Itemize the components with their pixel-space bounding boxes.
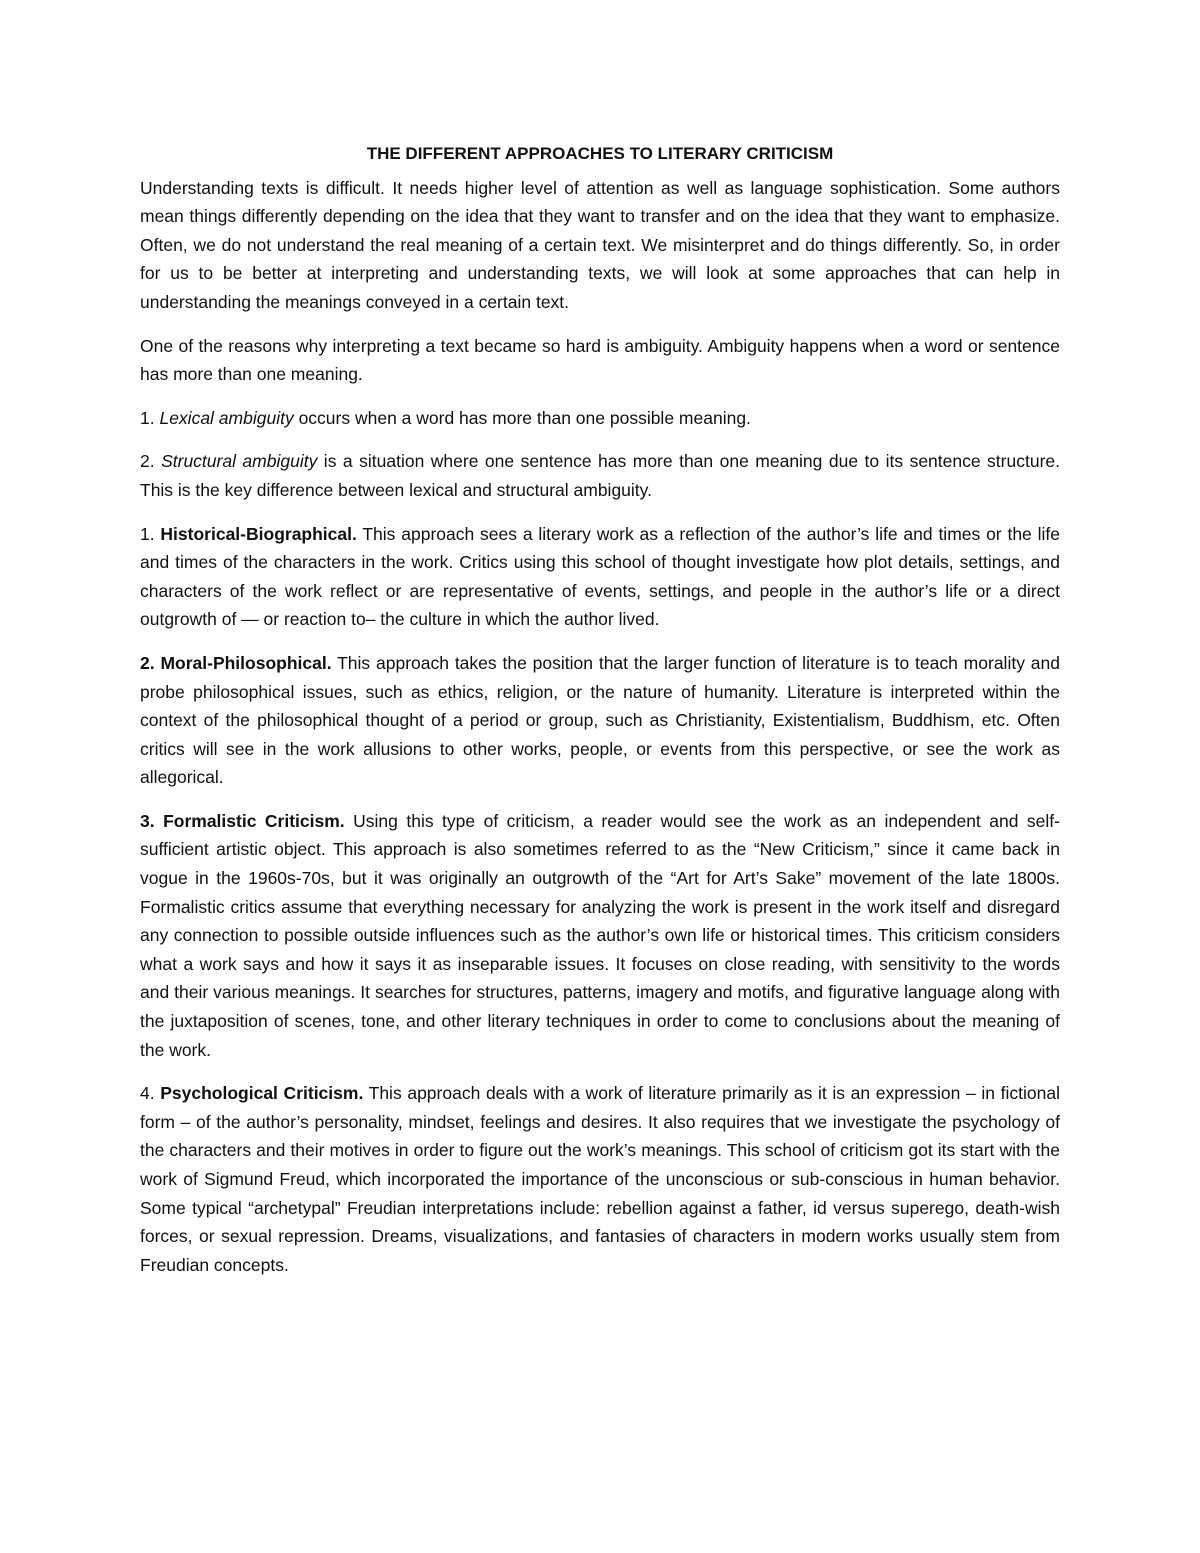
- item-term: Lexical ambiguity: [159, 407, 294, 428]
- intro-paragraph-1: Understanding texts is difficult. It needs higher level of attention as well as language sophistication. Some authors mean things differently depending on the idea that they want to transfer and on the idea that they want to emphasize. Often, we do not understand the real meaning of a certain text. We misinterpret and do things differently. So, in order for us to be better at interpreting and understanding texts, we will look at some approaches that can help in understanding the meanings conveyed in a certain text.: [140, 177, 1060, 312]
- ambiguity-item-lexical: [140, 404, 1060, 433]
- item-text: is a situation where one sentence has more than one meaning due to its sentence structure. This is the key difference between lexical and structural ambiguity.: [140, 451, 1060, 500]
- document-title: THE DIFFERENT APPROACHES TO LITERARY CRITICISM: [366, 144, 834, 163]
- approach-psychological: [140, 1079, 1060, 1279]
- approach-heading: Moral-Philosophical.: [160, 652, 332, 673]
- item-term: Structural ambiguity: [161, 451, 318, 472]
- approach-number: 4.: [140, 1083, 161, 1104]
- document-page: [140, 140, 1060, 1294]
- approach-heading: Formalistic Criticism.: [163, 810, 345, 831]
- ambiguity-item-structural: [140, 447, 1060, 504]
- approach-text: This approach deals with a work of literature primarily as it is an expression – in fictional form – of the author’s personality, mindset, feelings and desires. It also requires that we investigate the psychology of the characters and their motives in order to figure out the work’s meanings. This school of criticism got its start with the work of Sigmund Freud, which incorporated the importance of the unconscious or sub-conscious in human behavior. Some typical “archetypal” Freudian interpretations include: rebellion against a father, id versus superego, death-wish forces, or sexual repression. Dreams, visualizations, and fantasies of characters in modern works usually stem from Freudian concepts.: [140, 1083, 1060, 1275]
- approach-formalistic: [140, 807, 1060, 1064]
- intro-paragraph-2: One of the reasons why interpreting a text became so hard is ambiguity. Ambiguity happens when a word or sentence has more than one meaning.: [140, 335, 1060, 385]
- approach-text: This approach takes the position that the larger function of literature is to teach morality and probe philosophical issues, such as ethics, religion, or the nature of humanity. Literature is interpreted within the context of the philosophical thought of a period or group, such as Christianity, Existentialism, Buddhism, etc. Often critics will see in the work allusions to other works, people, or events from this perspective, or see the work as allegorical.: [140, 652, 1060, 788]
- approach-text: Using this type of criticism, a reader would see the work as an independent and self-sufficient artistic object. This approach is also sometimes referred to as the “New Criticism,” since it came back in vogue in the 1960s-70s, but it was originally an outgrowth of the “Art for Art’s Sake” movement of the late 1800s. Formalistic critics assume that everything necessary for analyzing the work is present in the work itself and disregard any connection to possible outside influences such as the author’s own life or historical times. This criticism considers what a work says and how it says it as inseparable issues. It focuses on close reading, with sensitivity to the words and their various meanings. It searches for structures, patterns, imagery and motifs, and figurative language along with the juxtaposition of scenes, tone, and other literary techniques in order to come to conclusions about the meaning of the work.: [140, 810, 1060, 1060]
- item-text: occurs when a word has more than one possible meaning.: [293, 407, 751, 428]
- approach-number: 3.: [140, 810, 164, 831]
- item-number: 2.: [140, 451, 162, 472]
- approach-historical-biographical: [140, 520, 1060, 634]
- approach-moral-philosophical: [140, 649, 1060, 792]
- approach-heading: Historical-Biographical.: [160, 523, 357, 544]
- approach-number: 1.: [140, 523, 161, 544]
- item-number: 1.: [140, 407, 160, 428]
- approach-text: This approach sees a literary work as a reflection of the author’s life and times or the life and times of the characters in the work. Critics using this school of thought investigate how plot details, settings, and characters of the work reflect or are representative of events, settings, and people in the author’s life or a direct outgrowth of — or reaction to– the culture in which the author lived.: [140, 523, 1060, 630]
- approach-heading: Psychological Criticism.: [160, 1083, 364, 1104]
- approach-number: 2.: [140, 652, 161, 673]
